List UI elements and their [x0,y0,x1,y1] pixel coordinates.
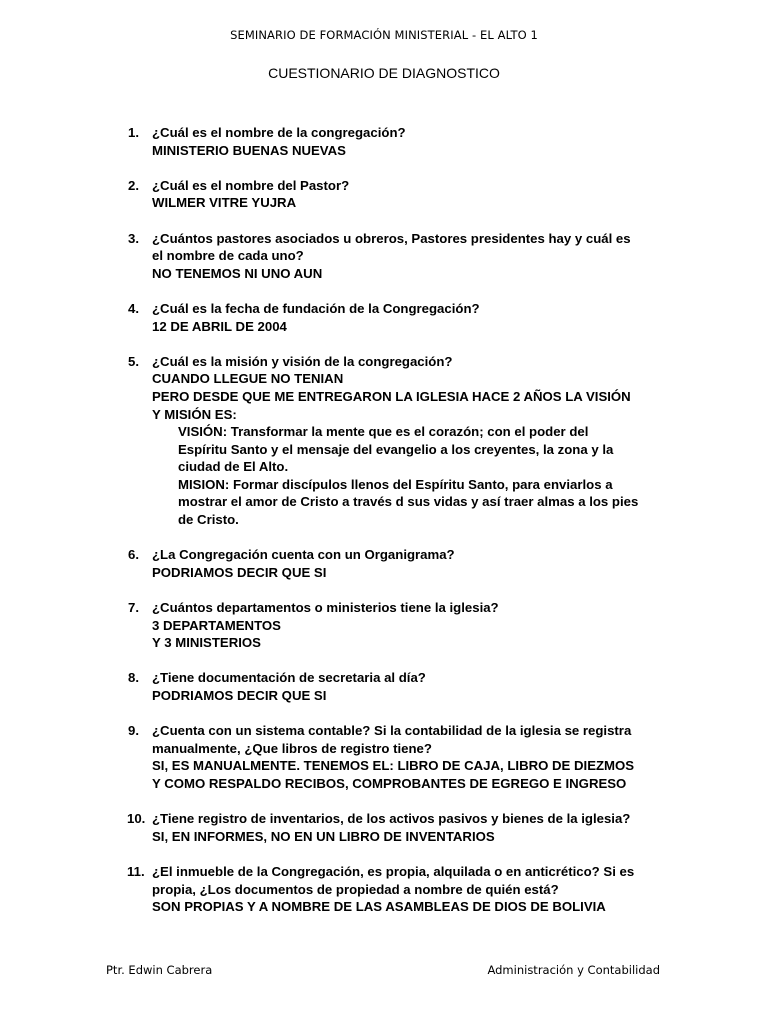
answer-text: SI, EN INFORMES, NO EN UN LIBRO DE INVENTARIOS [152,828,495,844]
question-text: el nombre de cada uno? [152,248,304,264]
footer-author: Ptr. Edwin Cabrera [106,963,213,977]
questionnaire-list [128,124,668,933]
question-text: ¿Cuál es la misión y visión de la congregación? [152,353,453,369]
question-item-5 [128,353,668,529]
answer-text: SON PROPIAS Y A NOMBRE DE LAS ASAMBLEAS DE DIOS DE BOLIVIA [152,899,606,915]
question-item-11 [128,863,668,916]
vision-mission-block [152,423,668,529]
answer-text: PODRIAMOS DECIR QUE SI [152,564,327,580]
question-number: 2. [128,177,139,193]
question-item-8 [128,669,668,704]
question-item-2 [128,177,668,212]
question-number: 3. [128,230,139,246]
footer-course: Administración y Contabilidad [487,963,660,977]
answer-text: WILMER VITRE YUJRA [152,195,297,211]
answer-text: NO TENEMOS NI UNO AUN [152,265,323,281]
question-number: 11. [127,863,145,879]
question-item-9 [128,722,668,792]
vision-text: ciudad de El Alto. [178,459,289,475]
vision-text: Espíritu Santo y el mensaje del evangelio a los creyentes, la zona y la [178,441,614,457]
question-item-1 [128,124,668,159]
vision-text: VISIÓN: Transformar la mente que es el corazón; con el poder del [178,424,589,440]
question-text: ¿Cuántos departamentos o ministerios tiene la iglesia? [152,600,499,616]
answer-text: Y MISIÓN ES: [152,406,237,422]
question-text: ¿Cuántos pastores asociados u obreros, Pastores presidentes hay y cuál es [152,230,631,246]
question-number: 7. [128,600,139,616]
question-text: propia, ¿Los documentos de propiedad a nombre de quién está? [152,881,559,897]
question-text: ¿Tiene documentación de secretaria al día? [152,670,426,686]
question-item-3 [128,230,668,283]
answer-text: MINISTERIO BUENAS NUEVAS [152,142,346,158]
page-header: SEMINARIO DE FORMACIÓN MINISTERIAL - EL ALTO 1 [230,28,538,42]
question-item-7 [128,599,668,652]
answer-text: PERO DESDE QUE ME ENTREGARON LA IGLESIA HACE 2 AÑOS LA VISIÓN [152,388,631,404]
question-number: 6. [128,547,139,563]
question-text: ¿La Congregación cuenta con un Organigrama? [152,547,455,563]
question-item-10 [128,810,668,845]
question-text: ¿Cuál es la fecha de fundación de la Congregación? [152,300,480,316]
question-number: 9. [128,723,139,739]
question-text: ¿El inmueble de la Congregación, es propia, alquilada o en anticrético? Si es [152,863,635,879]
answer-text: Y COMO RESPALDO RECIBOS, COMPROBANTES DE EGREGO E INGRESO [152,775,627,791]
question-number: 10. [127,811,146,827]
question-number: 8. [128,670,139,686]
mission-text: MISION: Formar discípulos llenos del Espíritu Santo, para enviarlos a [178,476,613,492]
mission-text: de Cristo. [178,512,239,528]
answer-text: CUANDO LLEGUE NO TENIAN [152,371,344,387]
question-text: ¿Cuál es el nombre de la congregación? [152,125,406,140]
answer-text: Y 3 MINISTERIOS [152,635,261,651]
question-text: ¿Cuenta con un sistema contable? Si la contabilidad de la iglesia se registra [152,723,632,739]
answer-text: 12 DE ABRIL DE 2004 [152,318,287,334]
question-number: 5. [128,353,139,369]
question-text: manualmente, ¿Que libros de registro tiene? [152,740,432,756]
question-item-4 [128,300,668,335]
mission-text: mostrar el amor de Cristo a través d sus vidas y así traer almas a los pies [178,494,639,510]
question-item-6 [128,546,668,581]
question-text: ¿Tiene registro de inventarios, de los activos pasivos y bienes de la iglesia? [152,811,631,827]
answer-text: 3 DEPARTAMENTOS [152,617,281,633]
answer-text: PODRIAMOS DECIR QUE SI [152,688,327,703]
question-number: 4. [128,300,139,316]
question-number: 1. [128,125,139,140]
document-title: CUESTIONARIO DE DIAGNOSTICO [268,65,500,81]
question-text: ¿Cuál es el nombre del Pastor? [152,177,350,193]
answer-text: SI, ES MANUALMENTE. TENEMOS EL: LIBRO DE CAJA, LIBRO DE DIEZMOS [152,758,635,774]
